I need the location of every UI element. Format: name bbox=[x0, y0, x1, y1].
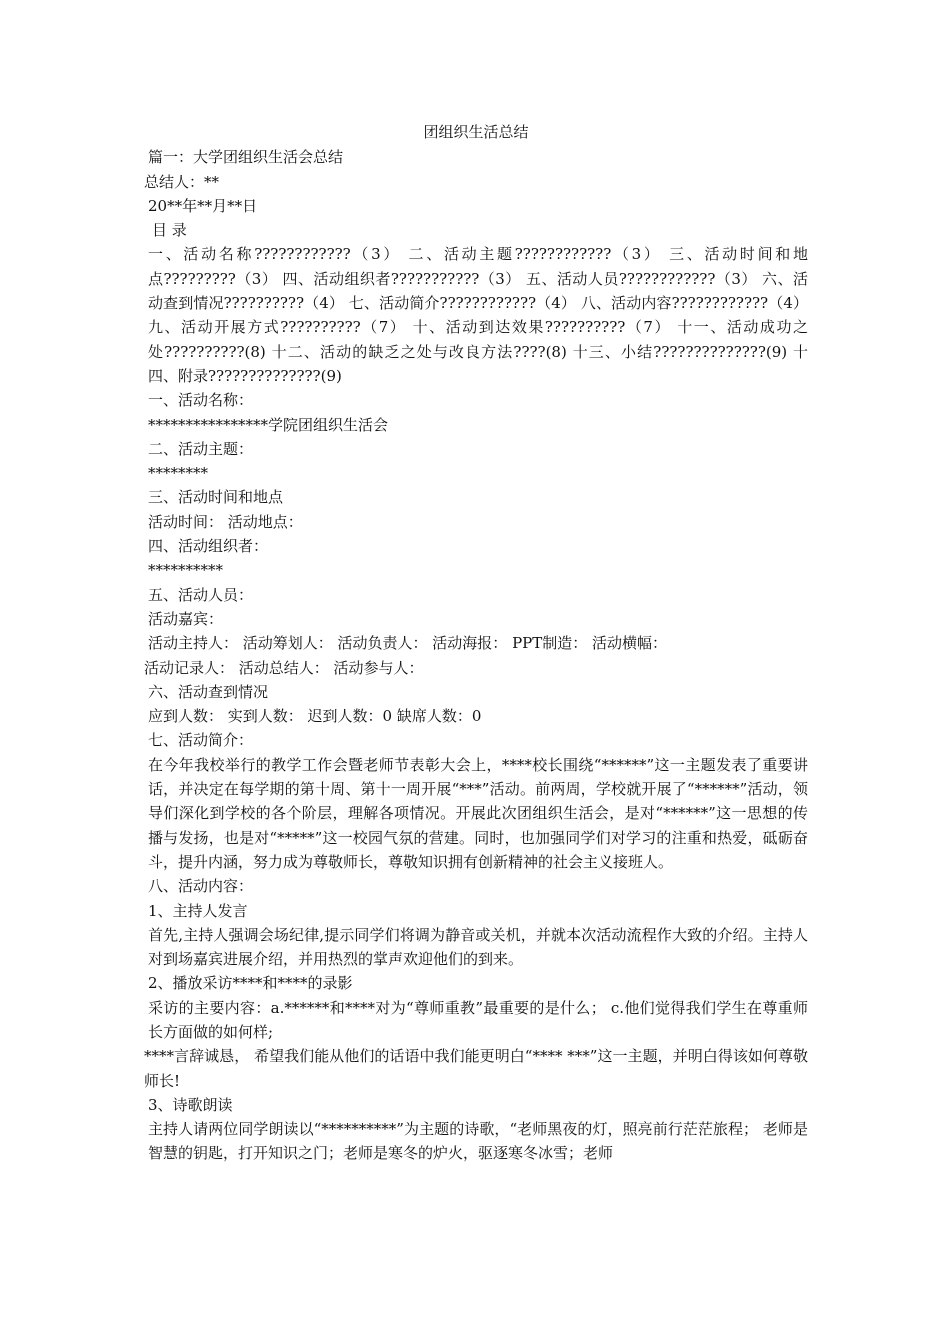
section-1-heading: 一、活动名称： bbox=[148, 391, 254, 410]
section-6-body: 应到人数： 实到人数： 迟到人数：0 缺席人数：0 bbox=[148, 707, 482, 726]
section-8-3-body: 主持人请两位同学朗读以“**********”为主题的诗歌，“老师黑夜的灯，照亮前行茫茫旅程； 老师是智慧的钥匙，打开知识之门；老师是寒冬的炉火，驱逐寒冬冰雪；老师 bbox=[148, 1120, 808, 1163]
document-title: 团组织生活总结 bbox=[423, 123, 529, 141]
section-3-body: 活动时间： 活动地点： bbox=[148, 512, 303, 531]
section-8-1-body: 首先,主持人强调会场纪律,提示同学们将调为静音或关机，并就本次活动流程作大致的介绍。主持人对到场嘉宾进展介绍，并用热烈的掌声欢迎他们的到来。 bbox=[148, 925, 808, 969]
table-of-contents: 一、活动名称????????????（3） 二、活动主题????????????（3） 三、活动时间和地点?????????（3） 四、活动组织者???????????（3） 五、活动人员????????????（3） 六、活动查到情况??????????（4） 七、活动简介????????????（4） 八、活动内容????????????（4） 九、活动开展方式??????????（7） 十、活动到达效果??????????（7） 十一、活动成功之处??????????(8) 十二、活动的缺乏之处与改良方法????(8) 十三、小结??????????????(9) 十四、附录??????????????(9) bbox=[148, 245, 808, 385]
section-8-heading: 八、活动内容： bbox=[148, 877, 254, 896]
section-5-heading: 五、活动人员： bbox=[148, 585, 254, 604]
section-7-heading: 七、活动简介： bbox=[148, 731, 254, 750]
section-6-heading: 六、活动查到情况 bbox=[148, 682, 269, 701]
section-4-heading: 四、活动组织者： bbox=[148, 537, 269, 556]
section-7-body: 在今年我校举行的教学工作会暨老师节表彰大会上，****校长围绕“******”这一主题发表了重要讲话，并决定在每学期的第十周、第十一周开展“***”活动。前两周，学校就开展了“******”活动，领导们深化到学校的各个阶层，理解各项情况。开展此次团组织生活会，是对“******”这一思想的传播与发扬，也是对“*****”这一校园气氛的营建。同时，也加强同学们对学习的注重和热爱，砥砺奋斗，提升内涵，努力成为尊敬师长，尊敬知识拥有创新精神的社会主义接班人。 bbox=[148, 755, 808, 871]
section-5-roles-1: 活动主持人： 活动筹划人： 活动负责人： 活动海报： PPT制造： 活动横幅： bbox=[148, 634, 668, 653]
subtitle: 篇一：大学团组织生活会总结 bbox=[148, 148, 344, 167]
section-2-heading: 二、活动主题： bbox=[148, 439, 254, 458]
section-3-heading: 三、活动时间和地点 bbox=[148, 488, 284, 507]
section-5-roles-2: 活动记录人： 活动总结人： 活动参与人： bbox=[144, 658, 424, 677]
section-2-body: ******** bbox=[148, 464, 208, 483]
section-1-body: ****************学院团组织生活会 bbox=[148, 415, 389, 434]
section-8-1-heading: 1、主持人发言 bbox=[148, 901, 248, 920]
toc-heading: 目 录 bbox=[152, 221, 187, 240]
section-8-3-heading: 3、诗歌朗读 bbox=[148, 1095, 233, 1114]
section-8-2-body: 采访的主要内容：a.******和****对为“尊师重教”最重要的是什么； c.他们觉得我们学生在尊重师长方面做的如何样; bbox=[148, 998, 808, 1041]
date-line: 20**年**月**日 bbox=[148, 196, 258, 215]
document-page bbox=[144, 120, 808, 1166]
section-8-2-heading: 2、播放采访****和****的录影 bbox=[148, 974, 353, 993]
section-5-guests: 活动嘉宾： bbox=[148, 609, 224, 628]
summarizer-line: 总结人：** bbox=[144, 172, 220, 191]
section-8-2-body-2: ****言辞诚恳， 希望我们能从他们的话语中我们能更明白“**** ***”这一主题，并明白得该如何尊敬师长! bbox=[144, 1047, 808, 1090]
section-4-body: ********** bbox=[148, 561, 223, 580]
